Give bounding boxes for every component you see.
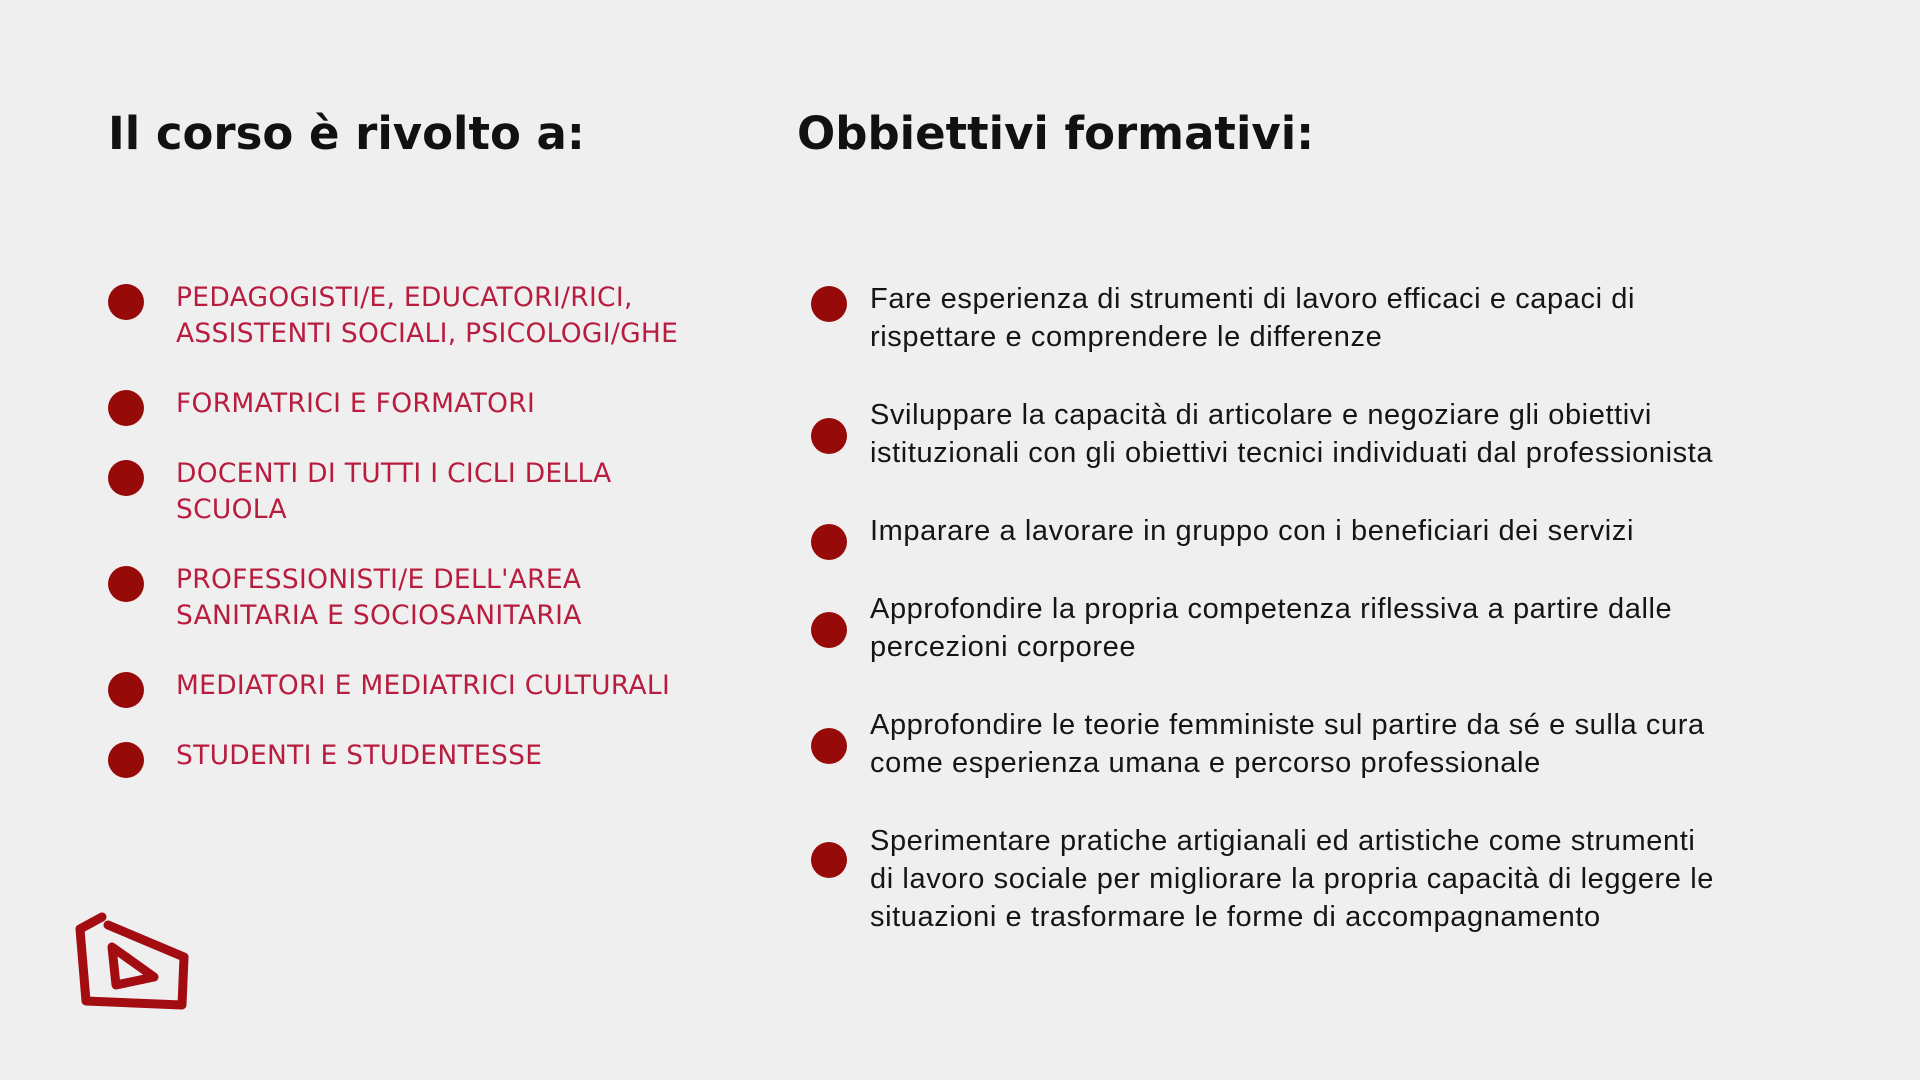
bullet-dot-icon xyxy=(108,284,144,320)
bullet-dot-icon xyxy=(108,460,144,496)
objective-item: Sviluppare la capacità di articolare e negoziare gli obiettivi istituzionali con gli obiettivi tecnici individuati dal professionista xyxy=(797,396,1857,472)
bullet-dot-icon xyxy=(811,418,847,454)
bullet-dot-icon xyxy=(811,286,847,322)
objectives-heading: Obbiettivi formativi: xyxy=(797,107,1315,160)
audience-item: PROFESSIONISTI/E DELL'AREA SANITARIA E SOCIOSANITARIA xyxy=(108,562,768,634)
objective-item: Approfondire le teorie femministe sul partire da sé e sulla cura come esperienza umana e percorso professionale xyxy=(797,706,1857,782)
objective-item: Approfondire la propria competenza riflessiva a partire dalle percezioni corporee xyxy=(797,590,1857,666)
audience-list xyxy=(108,280,768,774)
bullet-dot-icon xyxy=(811,524,847,560)
audience-item: PEDAGOGISTI/E, EDUCATORI/RICI, ASSISTENTI SOCIALI, PSICOLOGI/GHE xyxy=(108,280,768,352)
objectives-list xyxy=(797,280,1857,936)
objectives-section xyxy=(797,104,1857,976)
audience-section xyxy=(108,104,768,808)
bullet-dot-icon xyxy=(811,842,847,878)
bullet-dot-icon xyxy=(108,566,144,602)
bullet-dot-icon xyxy=(811,728,847,764)
bullet-dot-icon xyxy=(108,742,144,778)
audience-item: MEDIATORI E MEDIATRICI CULTURALI xyxy=(108,668,768,704)
objective-item: Fare esperienza di strumenti di lavoro efficaci e capaci di rispettare e comprendere le differenze xyxy=(797,280,1857,356)
objective-item: Sperimentare pratiche artigianali ed artistiche come strumenti di lavoro sociale per migliorare la propria capacità di leggere le situazioni e trasformare le forme di accompagnamento xyxy=(797,822,1857,936)
audience-item: DOCENTI DI TUTTI I CICLI DELLA SCUOLA xyxy=(108,456,768,528)
audience-item: STUDENTI E STUDENTESSE xyxy=(108,738,768,774)
bullet-dot-icon xyxy=(108,390,144,426)
audience-item: FORMATRICI E FORMATORI xyxy=(108,386,768,422)
house-play-logo-icon xyxy=(72,905,192,1015)
objective-item: Imparare a lavorare in gruppo con i beneficiari dei servizi xyxy=(797,512,1857,550)
bullet-dot-icon xyxy=(108,672,144,708)
audience-heading: Il corso è rivolto a: xyxy=(108,107,585,160)
bullet-dot-icon xyxy=(811,612,847,648)
